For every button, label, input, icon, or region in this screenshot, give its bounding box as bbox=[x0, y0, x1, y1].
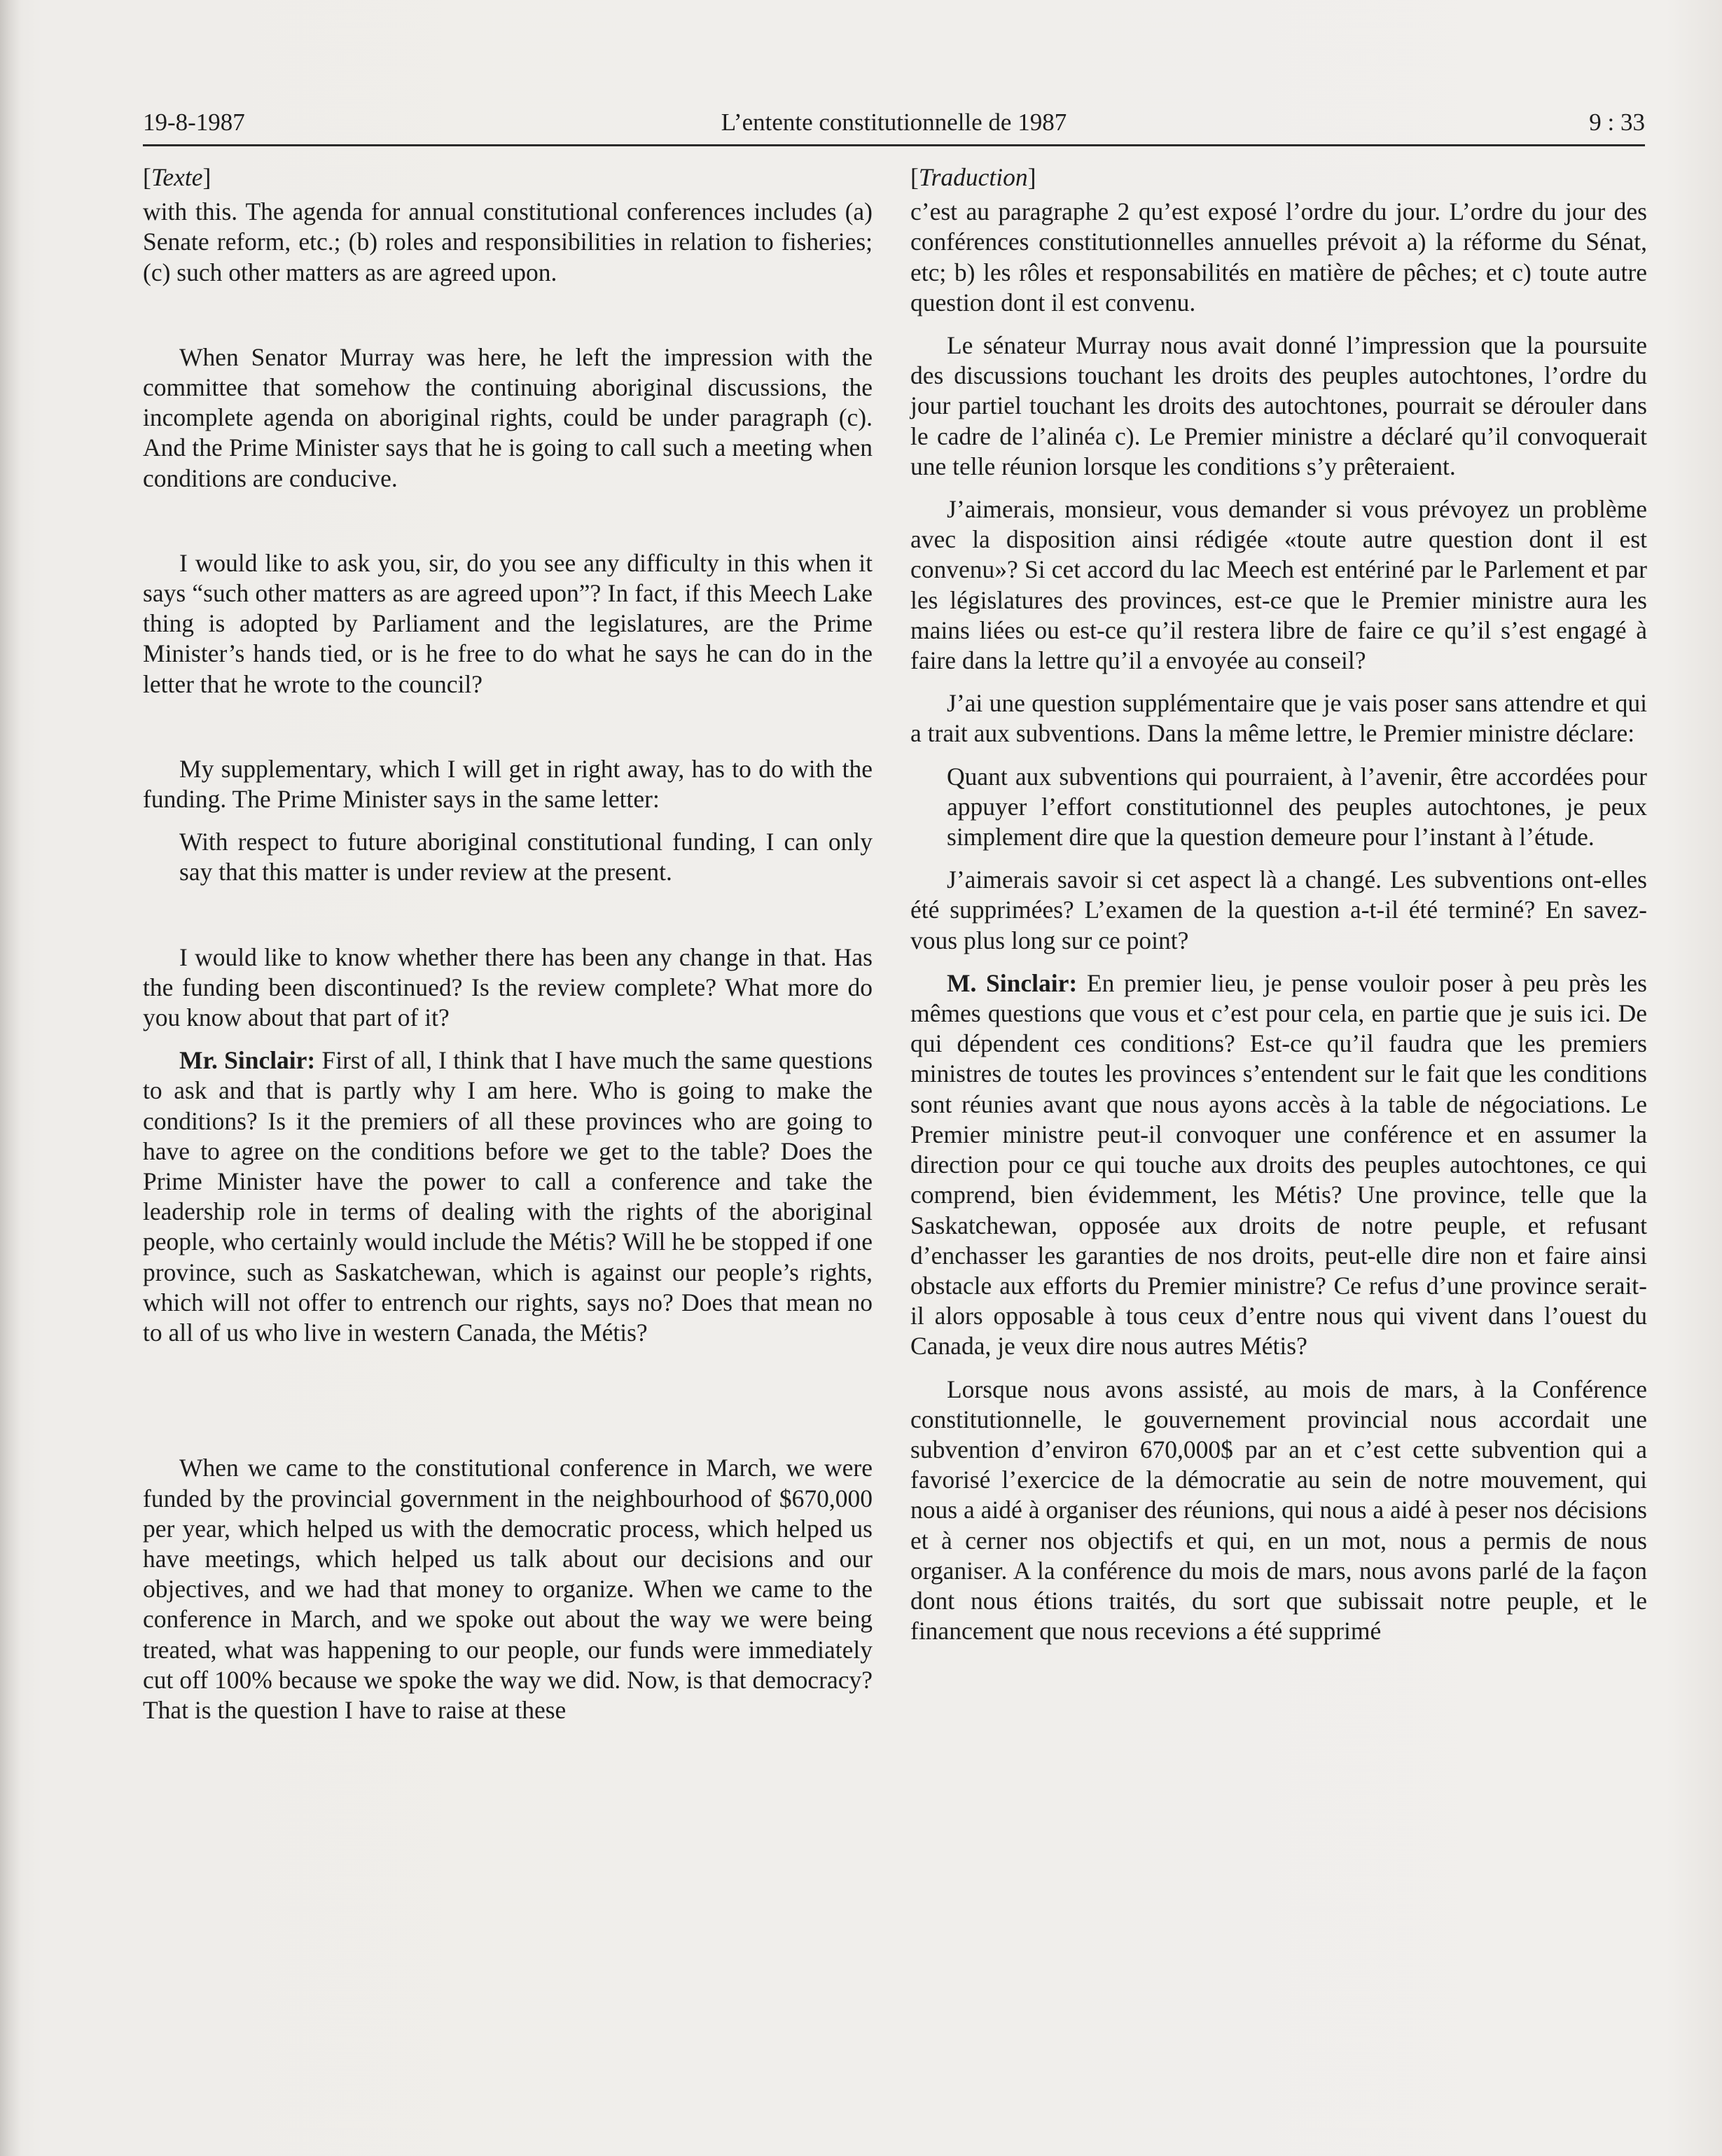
header-title: L’entente constitutionnelle de 1987 bbox=[721, 109, 1067, 136]
left-speaker-paragraph bbox=[143, 1045, 873, 1348]
left-paragraph-6: I would like to know whether there has been any change in that. Has the funding been discontinued? Is the review complete? What more do you know about that part of it? bbox=[143, 943, 873, 1032]
right-paragraph-3: J’aimerais, monsieur, vous demander si vous prévoyez un problème avec la disposition ainsi rédigée «toute autre question dont il est convenu»? Si cet accord du lac Meech est entériné par le Parlement et par les législatures des provinces, est-ce que le Premier ministre aura les mains liées ou est-ce qu’il restera libre de faire ce qu’il s’est engagé à faire dans la lettre qu’il a envoyée au conseil? bbox=[910, 495, 1647, 675]
right-paragraph-8: Lorsque nous avons assisté, au mois de mars, à la Conférence constitutionnelle, le gouvernement provincial nous accordait une subvention d’environ 670,000$ par an et c’est cette subvention qui a favorisé l’exercice de la démocratie au sein de notre mouvement, qui nous a aidé à organiser des réunions, qui nous a aidé à peser nos décisions et à cerner nos objectifs et qui, en un mot, nous a permis de nous organiser. A la conférence du mois de mars, nous avons parlé de la façon dont nous étions traités, du sort que subissait notre peuple, et le financement que nous recevions a été supprimé bbox=[910, 1375, 1647, 1646]
left-column-label: [Texte] bbox=[143, 163, 211, 191]
left-paragraph-8: When we came to the constitutional conference in March, we were funded by the provincial government in the neighbourhood of $670,000 per year, which helped us with the democratic process, which helped us have meetings, which helped us talk about our decisions and our objectives, and we had that money to organize. When we came to the conference in March, and we spoke out about the way we were being treated, what was happening to our people, our funds were immediately cut off 100% because we spoke the way we did. Now, is that democracy? That is the question I have to raise at these bbox=[143, 1454, 873, 1724]
right-column-french bbox=[910, 162, 1647, 2025]
right-speaker-text: En premier lieu, je pense vouloir poser à peu près les mêmes questions que vous et c’est pour cela, en partie que je suis ici. De qui dépendent ces conditions? Est-ce qu’il faudra que les premiers ministres de toutes les provinces s’entendent sur le fait que les conditions sont réunies avant que nous ayons accès à la table de négociations. Le Premier ministre peut-il convoquer une conférence et en assumer la direction pour ce qui touche aux droits des peuples autochtones, ce qui comprend, bien évidemment, les Métis? Une province, telle que la Saskatchewan, opposée aux droits de notre peuple, et refusant d’enchasser les garanties de nos droits, peut-elle dire non et faire ainsi obstacle aux efforts du Premier ministre? Ce refus d’une province serait-il alors opposable à tous ceux d’entre nous qui vivent dans l’ouest du Canada, je veux dire nous autres Métis? bbox=[910, 968, 1648, 1361]
right-quote: Quant aux subventions qui pourraient, à l’avenir, être accordées pour appuyer l’effort constitutionnel des peuples autochtones, je peux simplement dire que la question demeure pour l’instant à l’étude. bbox=[947, 762, 1647, 851]
right-speaker-name: M. Sinclair: bbox=[947, 968, 1078, 997]
left-column-english bbox=[143, 162, 873, 2025]
left-paragraph-4: My supplementary, which I will get in right away, has to do with the funding. The Prime Minister says in the same letter: bbox=[143, 754, 873, 814]
header-page-number: 9 : 33 bbox=[1589, 109, 1645, 136]
right-speaker-paragraph bbox=[910, 968, 1647, 1362]
left-paragraph-2: When Senator Murray was here, he left the impression with the committee that somehow the continuing aboriginal discussions, the incomplete agenda on aboriginal rights, could be under paragraph (c). And the Prime Minister says that he is going to call such a meeting when conditions are conducive. bbox=[143, 342, 873, 492]
right-paragraph-1: c’est au paragraphe 2 qu’est exposé l’ordre du jour. L’ordre du jour des conférences constitutionnelles annuelles prévoit a) la réforme du Sénat, etc; b) les rôles et responsabilités en matière de pêches; et c) toute autre question dont il est convenu. bbox=[910, 197, 1647, 317]
left-label-text: Texte bbox=[151, 163, 203, 191]
left-paragraph-3: I would like to ask you, sir, do you see any difficulty in this when it says “such other matters as are agreed upon”? In fact, if this Meech Lake thing is adopted by Parliament and the legislatures, are the Prime Minister’s hands tied, or is he free to do what he says he can do in the letter that he wrote to the council? bbox=[143, 548, 873, 698]
right-paragraph-4: J’ai une question supplémentaire que je vais poser sans attendre et qui a trait aux subventions. Dans la même lettre, le Premier ministre déclare: bbox=[910, 689, 1647, 748]
left-quote: With respect to future aboriginal constitutional funding, I can only say that this matter is under review at the present. bbox=[179, 828, 873, 886]
left-speaker-text: First of all, I think that I have much the same questions to ask and that is partly why I am here. Who is going to make the conditions? Is it the premiers of all these provinces who are going to have to agree on the conditions before we get to the table? Does the Prime Minister have the power to call a conference and take the leadership role in terms of dealing with the rights of the aboriginal people, who certainly would include the Métis? Will he be stopped if one province, such as Saskatchewan, which is against our people’s rights, which will not offer to entrench our rights, says no? Does that mean no to all of us who live in western Canada, the Métis? bbox=[143, 1046, 873, 1347]
right-label-text: Traduction bbox=[918, 163, 1028, 191]
left-speaker-name: Mr. Sinclair: bbox=[179, 1046, 316, 1075]
right-paragraph-6: J’aimerais savoir si cet aspect là a changé. Les subventions ont-elles été supprimées? L’examen de la question a-t-il été terminé? En savez-vous plus long sur ce point? bbox=[910, 865, 1647, 954]
right-paragraph-2: Le sénateur Murray nous avait donné l’impression que la poursuite des discussions touchant les droits des peuples autochtones, l’ordre du jour partiel touchant les droits des autochtones, pourrait se dérouler dans le cadre de l’alinéa c). Le Premier ministre a déclaré qu’il convoquerait une telle réunion lorsque les conditions s’y prêteraient. bbox=[910, 331, 1647, 480]
left-paragraph-1: with this. The agenda for annual constitutional conferences includes (a) Senate reform, etc.; (b) roles and responsibilities in relation to fisheries; (c) such other matters as are agreed upon. bbox=[143, 197, 873, 286]
page-header bbox=[143, 105, 1645, 146]
header-date: 19-8-1987 bbox=[143, 109, 245, 136]
right-column-label: [Traduction] bbox=[910, 163, 1036, 191]
